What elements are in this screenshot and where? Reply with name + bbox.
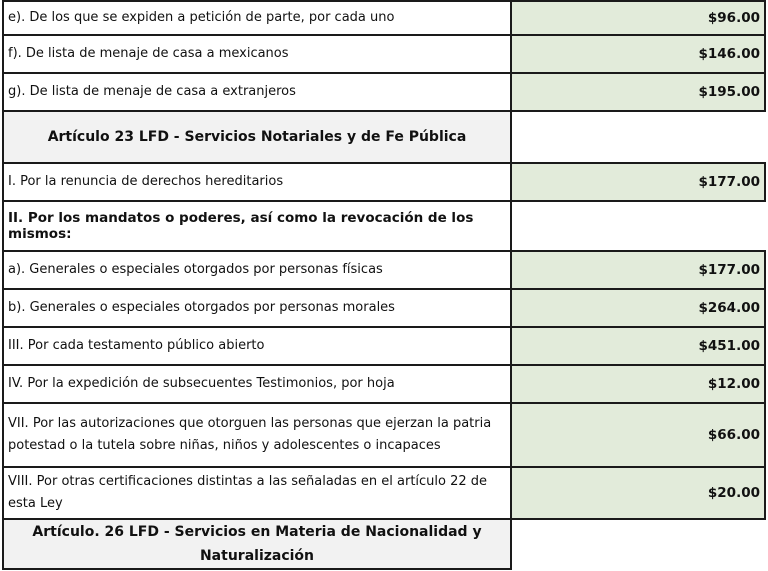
empty-cell <box>511 201 765 251</box>
fee-table <box>2 0 766 570</box>
section-heading-row <box>3 519 765 569</box>
table-row <box>3 365 765 403</box>
row-label: g). De lista de menaje de casa a extranjeros <box>3 73 511 111</box>
table-row <box>3 163 765 201</box>
subheading-row <box>3 201 765 251</box>
subsection-heading: II. Por los mandatos o poderes, así como la revocación de los mismos: <box>3 201 511 251</box>
table-row <box>3 327 765 365</box>
row-amount: $12.00 <box>511 365 765 403</box>
table-row <box>3 289 765 327</box>
row-label: VII. Por las autorizaciones que otorguen las personas que ejerzan la patria potestad o la tutela sobre niñas, niños y adolescentes o incapaces <box>3 403 511 467</box>
row-label: VIII. Por otras certificaciones distintas a las señaladas en el artículo 22 de esta Ley <box>3 467 511 519</box>
table-row <box>3 1 765 35</box>
table-row <box>3 35 765 73</box>
section-heading: Artículo. 26 LFD - Servicios en Materia de Nacionalidad y Naturalización <box>3 519 511 569</box>
row-label: e). De los que se expiden a petición de parte, por cada uno <box>3 1 511 35</box>
empty-cell <box>511 111 765 163</box>
table-row <box>3 467 765 519</box>
row-amount: $177.00 <box>511 163 765 201</box>
row-label: f). De lista de menaje de casa a mexicanos <box>3 35 511 73</box>
table-row <box>3 251 765 289</box>
row-amount: $146.00 <box>511 35 765 73</box>
row-amount: $177.00 <box>511 251 765 289</box>
row-amount: $195.00 <box>511 73 765 111</box>
empty-cell <box>511 519 765 569</box>
row-amount: $451.00 <box>511 327 765 365</box>
row-amount: $20.00 <box>511 467 765 519</box>
row-label: IV. Por la expedición de subsecuentes Testimonios, por hoja <box>3 365 511 403</box>
row-amount: $66.00 <box>511 403 765 467</box>
row-label: a). Generales o especiales otorgados por personas físicas <box>3 251 511 289</box>
row-label: I. Por la renuncia de derechos hereditarios <box>3 163 511 201</box>
table-row <box>3 403 765 467</box>
section-heading-row <box>3 111 765 163</box>
row-label: b). Generales o especiales otorgados por personas morales <box>3 289 511 327</box>
section-heading: Artículo 23 LFD - Servicios Notariales y de Fe Pública <box>3 111 511 163</box>
row-label: III. Por cada testamento público abierto <box>3 327 511 365</box>
row-amount: $96.00 <box>511 1 765 35</box>
row-amount: $264.00 <box>511 289 765 327</box>
table-row <box>3 73 765 111</box>
